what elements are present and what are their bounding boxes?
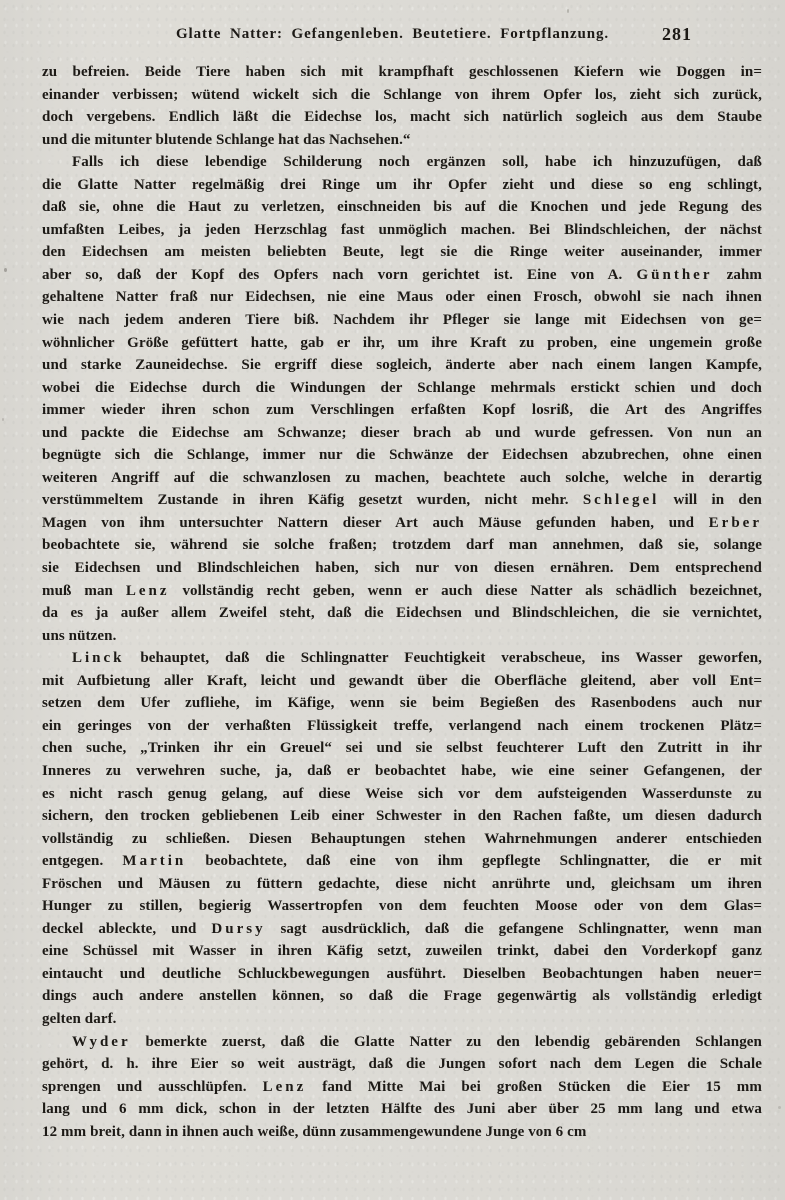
- text-line: dings auch andere anstellen können, so daß die Frage gegenwärtig als vollständig erledigt: [42, 988, 762, 1005]
- text-line: eine Schüssel mit Wasser in ihren Käfig setzt, zuweilen trinkt, dabei den Vorderkopf ganz: [42, 943, 762, 960]
- text-line: vollständig zu schließen. Diesen Behauptungen stehen Wahrnehmungen anderer entschieden: [42, 830, 762, 847]
- scan-speck: [4, 268, 7, 272]
- text-line: die Glatte Natter regelmäßig drei Ringe um ihr Opfer zieht und diese so eng schlingt,: [42, 176, 762, 193]
- text-line: wöhnlicher Größe gefüttert hatte, gab er ihr, um ihre Kraft zu proben, eine ungemein große: [42, 334, 762, 351]
- text-line: und die mitunter blutende Schlange hat das Nachsehen.“: [42, 131, 411, 148]
- text-line: aber so, daß der Kopf des Opfers nach vorn gerichtet ist. Eine von A. Günther zahm: [42, 266, 762, 283]
- text-line: sie Eidechsen und Blindschleichen haben, sich nur von diesen ernähren. Dem entsprechend: [42, 560, 762, 577]
- running-header: [42, 26, 743, 52]
- text-line: zu befreien. Beide Tiere haben sich mit krampfhaft geschlossenen Kiefern wie Doggen in=: [42, 64, 762, 80]
- text-line: immer wieder ihren schon zum Verschlingen erfaßten Kopf losriß, die Art des Angriffes: [42, 402, 762, 419]
- text-line: doch vergebens. Endlich läßt die Eidechse los, macht sich natürlich sogleich aus dem Staube: [42, 109, 762, 126]
- spaced-author-name: Martin: [122, 853, 187, 870]
- text-line: Magen von ihm untersuchter Nattern dieser Art auch Mäuse gefunden haben, und Erber: [42, 514, 762, 531]
- spaced-author-name: Lenz: [125, 582, 170, 599]
- text-line: ein geringes von der verhaßten Flüssigkeit treffe, verlangend nach einem trockenen Plätz=: [42, 717, 762, 734]
- spaced-author-name: Wyder: [72, 1033, 131, 1050]
- text-line: beobachtete sie, während sie solche fraßen; trotzdem darf man annehmen, daß sie, solange: [42, 537, 762, 554]
- text-line: mit Aufbietung aller Kraft, leicht und gewandt über die Oberfläche gleitend, aber voll Ent=: [42, 672, 762, 689]
- text-line: lang und 6 mm dick, schon in der letzten Hälfte des Juni aber über 25 mm lang und etwa: [42, 1101, 762, 1118]
- text-line: Hunger zu stillen, begierig Wassertropfen von dem feuchten Moose oder von dem Glas=: [42, 898, 762, 915]
- text-line: deckel ableckte, und Dursy sagt ausdrücklich, daß die gefangene Schlingnatter, wenn man: [42, 920, 762, 937]
- text-line: und packte die Eidechse am Schwanze; dieser brach ab und wurde gefressen. Von nun an: [42, 424, 762, 441]
- text-line: einander verbissen; wütend wickelt sich die Schlange von ihrem Opfer los, zieht sich zurück,: [42, 86, 762, 103]
- text-line: uns nützen.: [42, 627, 117, 644]
- text-line: umfaßten Leibes, ja jeden Herzschlag fast unmöglich machen. Bei Blindschleichen, der nächst: [42, 221, 762, 238]
- spaced-author-name: Linck: [72, 650, 125, 667]
- text-line: wobei die Eidechse durch die Windungen der Schlange mehrmals erstickt schien und doch: [42, 379, 762, 396]
- text-line: sichern, den trocken gebliebenen Leib einer Schwester in den Rachen faßte, um diesen dadurch: [42, 808, 762, 825]
- text-line: Linck behauptet, daß die Schlingnatter Feuchtigkeit verabscheue, ins Wasser geworfen,: [72, 650, 762, 667]
- spaced-author-name: Schlegel: [582, 492, 660, 509]
- scan-speck: [778, 1106, 781, 1109]
- text-line: und starke Zauneidechse. Sie ergriff diese sogleich, änderte aber nach einem langen Kampfe,: [42, 357, 762, 374]
- scan-speck: [2, 418, 4, 421]
- spaced-author-name: Günther: [636, 266, 713, 283]
- text-line: Wyder bemerkte zuerst, daß die Glatte Natter zu den lebendig gebärenden Schlangen: [72, 1033, 762, 1050]
- page-body: [42, 61, 762, 1143]
- text-line: setzen dem Ufer zufliehe, im Käfige, wenn sie beim Begießen des Rasenbodens auch nur: [42, 695, 762, 712]
- running-title: Glatte Natter: Gefangenleben. Beutetiere. Fortpflanzung.: [175, 26, 610, 42]
- text-line: chen suche, „Trinken ihr ein Greuel“ sei und sie selbst feuchterer Luft den Zutritt in ihr: [42, 740, 762, 757]
- text-line: Falls ich diese lebendige Schilderung noch ergänzen soll, habe ich hinzuzufügen, daß: [72, 154, 762, 171]
- text-line: eintaucht und deutliche Schluckbewegungen ausführt. Dieselben Beobachtungen haben neuer=: [42, 965, 762, 982]
- text-line: sprengen und ausschlüpfen. Lenz fand Mitte Mai bei großen Stücken die Eier 15 mm: [42, 1078, 762, 1095]
- text-line: Fröschen und Mäusen zu füttern gedachte, diese nicht anrührte und, gleichsam um ihren: [42, 875, 762, 892]
- text-line: 12 mm breit, dann in ihnen auch weiße, dünn zusammengewundene Junge von 6 cm: [42, 1123, 587, 1140]
- text-line: begnügte sich die Schlange, immer nur die Schwänze der Eidechsen abzubrechen, ohne einen: [42, 447, 762, 464]
- text-line: gehört, d. h. ihre Eier so weit austrägt, daß die Jungen sofort nach dem Legen die Schale: [42, 1056, 762, 1073]
- text-line: entgegen. Martin beobachtete, daß eine von ihm gepflegte Schlingnatter, die er mit: [42, 853, 762, 870]
- text-line: gelten darf.: [42, 1010, 117, 1027]
- spaced-author-name: Dursy: [211, 920, 266, 937]
- text-line: muß man Lenz vollständig recht geben, wenn er auch diese Natter als schädlich bezeichnet,: [42, 582, 762, 599]
- text-line: gehaltene Natter fraß nur Eidechsen, nie eine Maus oder einen Frosch, obwohl sie nach ihnen: [42, 289, 762, 306]
- text-line: den Eidechsen am meisten beliebten Beute, legt sie die Ringe weiter auseinander, immer: [42, 244, 762, 261]
- text-line: wie nach jedem anderen Tiere biß. Nachdem ihr Pfleger sie lange mit Eidechsen von ge=: [42, 312, 762, 329]
- page-number: 281: [662, 24, 692, 44]
- spaced-author-name: Lenz: [262, 1078, 307, 1095]
- spaced-author-name: Erber: [708, 514, 762, 531]
- scan-speck: [567, 9, 569, 13]
- text-line: verstümmeltem Zustande in ihren Käfig gesetzt wurden, nicht mehr. Schlegel will in den: [42, 492, 762, 509]
- text-line: daß sie, ohne die Haut zu verletzen, einschneiden bis auf die Knochen und jede Regung des: [42, 199, 762, 216]
- text-line: Inneres zu verwehren suche, ja, daß er beobachtet habe, wie eine seiner Gefangenen, der: [42, 762, 762, 779]
- text-line: da es ja außer allem Zweifel steht, daß die Eidechsen und Blindschleichen, die sie vernichtet,: [42, 605, 762, 622]
- text-line: weiteren Angriff auf die schwanzlosen zu machen, beachtete auch solche, welche in derartig: [42, 469, 762, 486]
- text-line: es nicht rasch genug gelang, auf diese Weise sich vor dem aufsteigenden Wasserdunste zu: [42, 785, 762, 802]
